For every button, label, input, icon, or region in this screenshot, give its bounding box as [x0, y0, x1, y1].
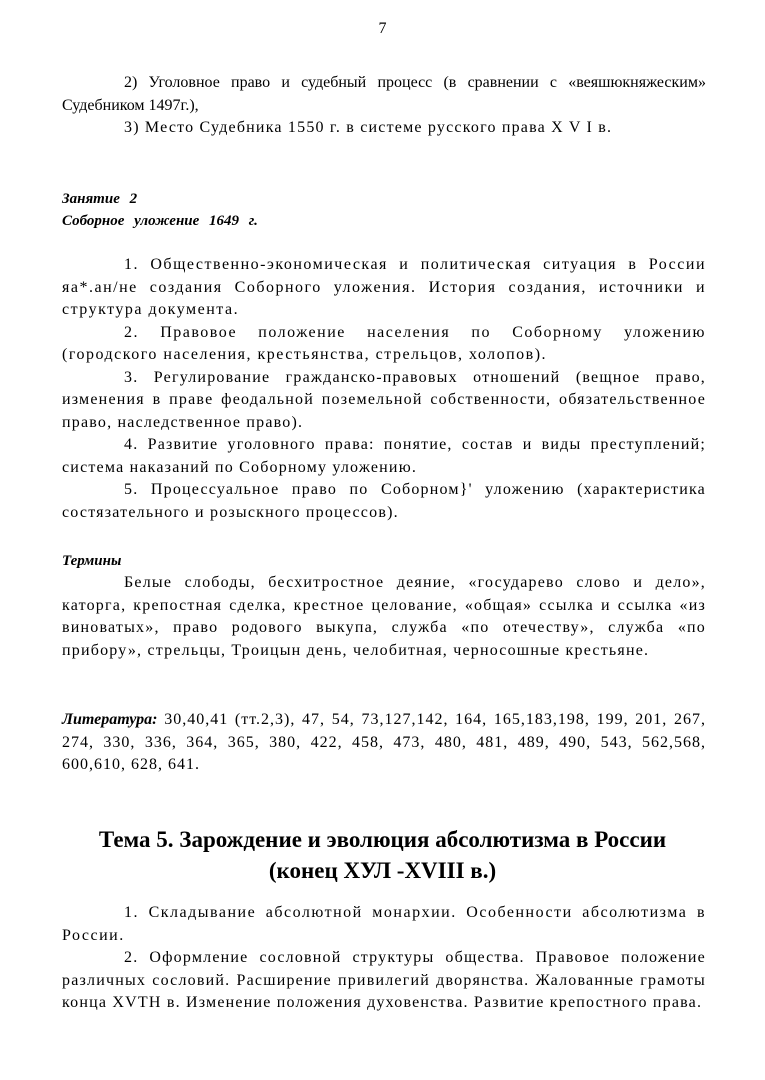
page-number: 7	[378, 20, 387, 37]
literature-label: Литература:	[62, 711, 158, 728]
lesson-label: Занятие 2	[62, 191, 138, 207]
literature-paragraph	[62, 709, 706, 777]
terms-label: Термины	[62, 553, 122, 569]
theme-items	[62, 902, 706, 1015]
lesson-item-1: 1. Общественно-экономическая и политическая ситуация в России яа*.ан/не создания Соборного уложения. История создания, источники и структура документа.	[62, 256, 706, 318]
lesson-items	[62, 254, 706, 524]
intro-item-3: 3) Место Судебника 1550 г. в системе русского права X V I в.	[124, 119, 613, 136]
literature-section	[62, 709, 706, 777]
terms-text: Белые слободы, бесхитростное деяние, «государево слово и дело», каторга, крепостная сделка, крестное целование, «общая» ссылка и ссылка «из виноватых», право родового выкупа, служба «по отечеству», служба «по прибору», стрельцы, Троицын день, челобитная, черносошные крестьяне.	[62, 574, 706, 659]
lesson-item-2: 2. Правовое положение населения по Соборному уложению (городского населения, крестьянства, стрельцов, холопов).	[62, 323, 706, 363]
literature-text: 30,40,41 (тт.2,3), 47, 54, 73,127,142, 164, 165,183,198, 199, 201, 267, 274, 330, 336, 364, 365, 380, 422, 458, 473, 480, 481, 489, 490, 543, 562,568, 600,610, 628, 641.	[62, 711, 707, 773]
theme-item-1: 1. Складывание абсолютной монархии. Особенности абсолютизма в России.	[62, 904, 706, 944]
terms-section	[62, 550, 706, 662]
theme-item-2: 2. Оформление сословной структуры общества. Правовое положение различных сословий. Расширение привилегий дворянства. Жалованные грамоты конца XVTH в. Изменение положения духовенства. Развитие крепостного права.	[62, 949, 706, 1011]
lesson-heading	[62, 188, 706, 232]
lesson-item-5: 5. Процессуальное право по Соборном}' уложению (характеристика состязательного и розыскного процессов).	[62, 481, 706, 521]
theme-title	[0, 824, 765, 886]
theme-title-line-1: Тема 5. Зарождение и эволюция абсолютизма в России	[98, 827, 667, 852]
lesson-title: Соборное уложение 1649 г.	[62, 213, 258, 229]
lesson-item-3: 3. Регулирование гражданско-правовых отношений (вещное право, изменения в праве феодальной поземельной собственности, обязательственное право, наследственное право).	[62, 368, 706, 431]
lesson-item-4: 4. Развитие уголовного права: понятие, состав и виды преступлений; система наказаний по Соборному уложению.	[62, 436, 706, 476]
theme-title-line-2: (конец ХУЛ -XVIII в.)	[268, 858, 497, 883]
intro-item-2: 2) Уголовное право и судебный процесс (в сравнении с «веяшюкняжеским» Судебником 1497г.),	[62, 74, 706, 114]
intro-section	[62, 72, 706, 140]
